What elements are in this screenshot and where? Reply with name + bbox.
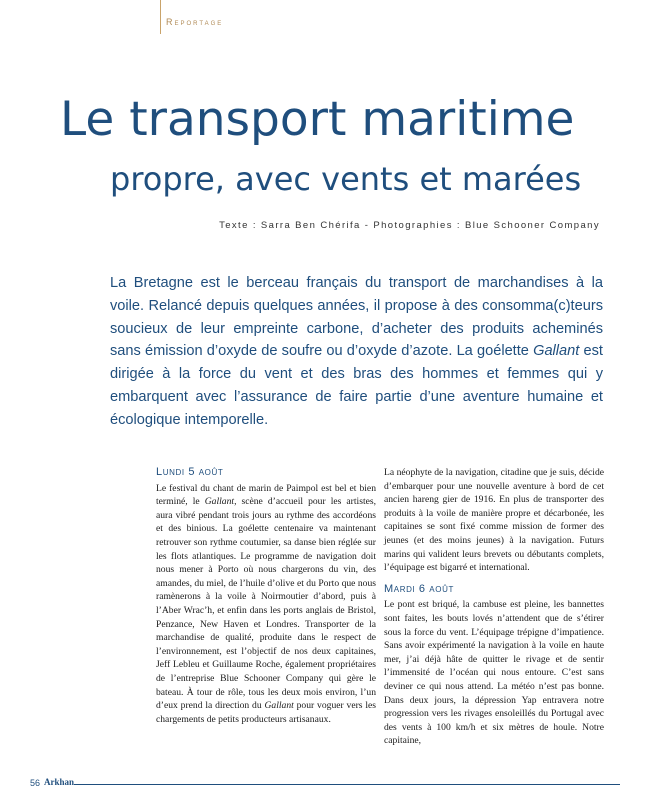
lede-ship-name: Gallant bbox=[533, 343, 580, 360]
article-subtitle: propre, avec vents et marées bbox=[110, 160, 582, 198]
day-heading: Mardi 6 août bbox=[384, 582, 454, 595]
ship-name: Gallant bbox=[204, 496, 235, 508]
footer-rule bbox=[74, 784, 620, 785]
paragraph-text: , scène d’accueil pour les artistes, aura vibré pendant trois jours au rythme des accordéons et des binious. La goélette centenaire va maintenant retrouver son rythme coutumier, sa danse bien réglée sur les flots atlantiques. Le programme de navigation doit nous mener à Porto où nous chargerons du vin, des amandes, du miel, de l’huile d’olive et du Porto que nous ramènerons à la voile à Noirmoutier d’abord, puis à l’Aber Wrac’h, et enfin dans les ports anglais de Bristol, Penzance, New Haven et Londres. Transporter de la marchandise de qualité, produite dans le respect de l’environnement, est l’objectif de nos deux capitaines, Jeff Lebleu et Guillaume Roche, également propriétaires de l’entreprise Blue Schooner Company qui gère le bateau. À tour de rôle, tous les deux mois environ, l’un d’eux prend la direction du bbox=[156, 496, 376, 712]
magazine-logo: Arkhan bbox=[44, 777, 75, 787]
paragraph-text: pour voguer vers les chargements de petits producteurs artisanaux. bbox=[156, 700, 376, 725]
page-number: 56 bbox=[30, 778, 41, 788]
lede-text: La Bretagne est le berceau français du transport de marchandises à la voile. Relancé depuis quelques années, il propose à des consomma(c)teurs soucieux de leur empreinte carbone, d’acheter des produits acheminés sans émission d’oxyde de soufre ou d’oxyde d’azote. La goélette bbox=[110, 275, 603, 360]
body-column-1 bbox=[156, 466, 376, 726]
body-paragraph: Le pont est briqué, la cambuse est pleine, les bannettes sont faites, les bouts lovés n’attendent que de s’étirer sous la force du vent. L’équipage trépigne d’impatience. Sans avoir expérimenté la navigation à la voile en haute mer, j’ai déjà hâte de quitter le rivage et de sentir l’immensité de l’océan qui nous entoure. C’est sans deviner ce qui nous attend. La météo n’est pas bonne. Dans deux jours, la dépression Yap entravera notre progression vers les rivages ensoleillés du Portugal avec des vents à 100 km/h et six mètres de houle. Notre capitaine, bbox=[384, 599, 604, 747]
day-heading: Lundi 5 août bbox=[156, 466, 224, 478]
lede-text-end: est dirigée à la force du vent et des bras des hommes et femmes qui y embarquent avec l’assurance de faire partie d’une aventure humaine et écologique intemporelle. bbox=[110, 343, 603, 428]
paragraph-text: Le festival du chant de marin de Paimpol est bel et bien terminé, le bbox=[156, 482, 376, 508]
body-column-2 bbox=[384, 466, 604, 748]
body-paragraph bbox=[156, 482, 376, 727]
section-label: Reportage bbox=[166, 17, 224, 27]
article-lede bbox=[110, 272, 603, 432]
article-title: Le transport maritime bbox=[60, 92, 575, 147]
ship-name: Gallant bbox=[264, 700, 294, 712]
article-credits: Texte : Sarra Ben Chérifa - Photographies : Blue Schooner Company bbox=[219, 220, 600, 231]
body-paragraph: La néophyte de la navigation, citadine que je suis, décide d’embarquer pour une nouvelle aventure à bord de cet ancien hareng gier de 1916. En plus de transporter des produits à la voile de manière propre et décarbonée, les capitaines se sont fixé comme mission de former des jeunes (et des moins jeunes) à la navigation. Futurs marins qui valident leurs brevets ou débutants complets, l’équipage est bigarré et international. bbox=[384, 467, 604, 574]
section-divider bbox=[160, 0, 161, 34]
